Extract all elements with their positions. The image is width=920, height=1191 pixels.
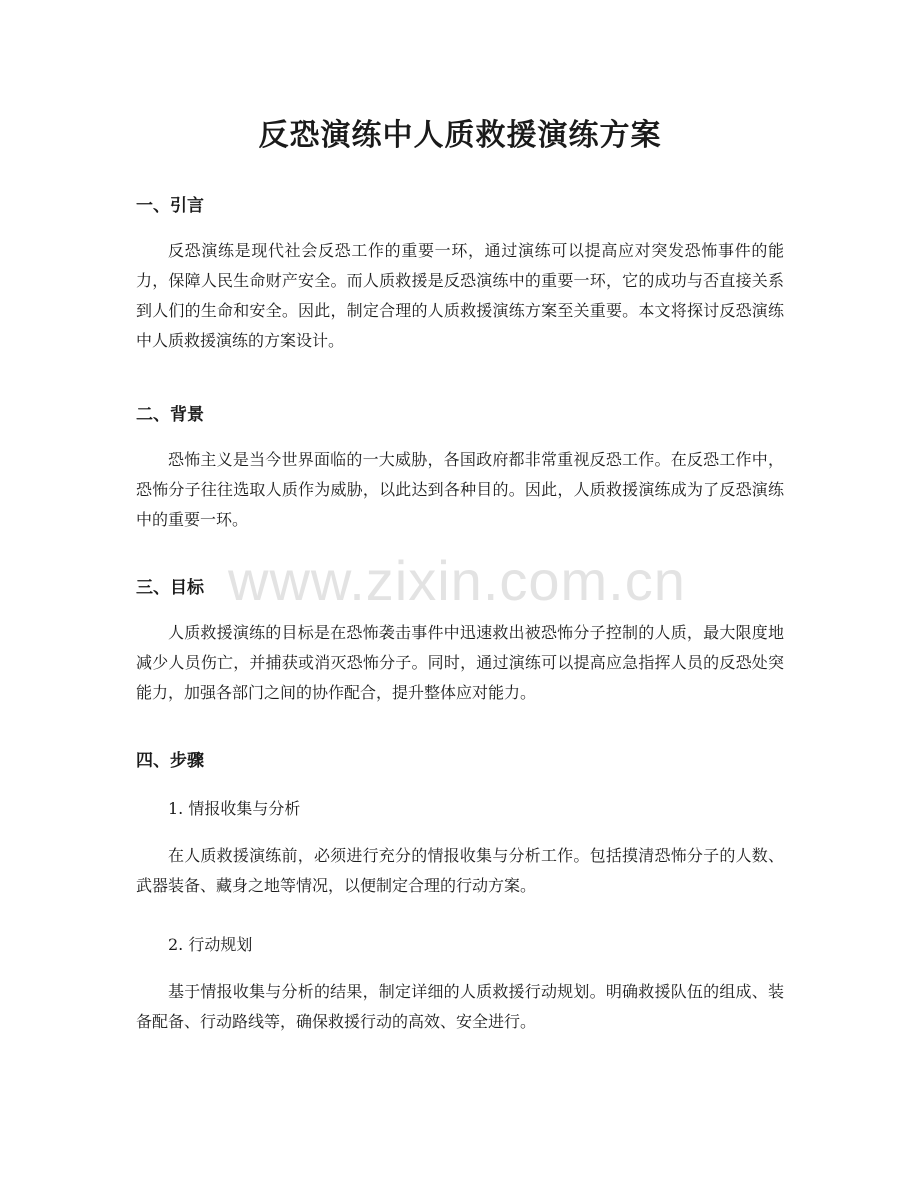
step-subheading-1: 1. 情报收集与分析	[168, 799, 301, 818]
section-heading-background: 二、背景	[136, 405, 204, 425]
section-paragraph-background: 恐怖主义是当今世界面临的一大威胁，各国政府都非常重视反恐工作。在反恐工作中，恐怖分子往往选取人质作为威胁，以此达到各种目的。因此，人质救援演练成为了反恐演练中的重要一环。	[136, 450, 784, 529]
section-paragraph-intro: 反恐演练是现代社会反恐工作的重要一环，通过演练可以提高应对突发恐怖事件的能力，保障人民生命财产安全。而人质救援是反恐演练中的重要一环，它的成功与否直接关系到人们的生命和安全。因此，制定合理的人质救援演练方案至关重要。本文将探讨反恐演练中人质救援演练的方案设计。	[136, 241, 784, 350]
document-title: 反恐演练中人质救援演练方案	[258, 118, 662, 153]
section-heading-steps: 四、步骤	[136, 751, 204, 771]
section-heading-intro: 一、引言	[136, 196, 204, 216]
step-paragraph-2: 基于情报收集与分析的结果，制定详细的人质救援行动规划。明确救援队伍的组成、装备配备、行动路线等，确保救援行动的高效、安全进行。	[136, 982, 784, 1031]
step-subheading-2: 2. 行动规划	[168, 935, 253, 954]
section-paragraph-goal: 人质救援演练的目标是在恐怖袭击事件中迅速救出被恐怖分子控制的人质，最大限度地减少人员伤亡，并捕获或消灭恐怖分子。同时，通过演练可以提高应急指挥人员的反恐处突能力，加强各部门之间的协作配合，提升整体应对能力。	[136, 623, 784, 702]
section-heading-goal: 三、目标	[136, 578, 204, 598]
step-paragraph-1: 在人质救援演练前，必须进行充分的情报收集与分析工作。包括摸清恐怖分子的人数、武器装备、藏身之地等情况，以便制定合理的行动方案。	[136, 846, 784, 895]
watermark: www.zixin.com.cn	[228, 549, 686, 612]
